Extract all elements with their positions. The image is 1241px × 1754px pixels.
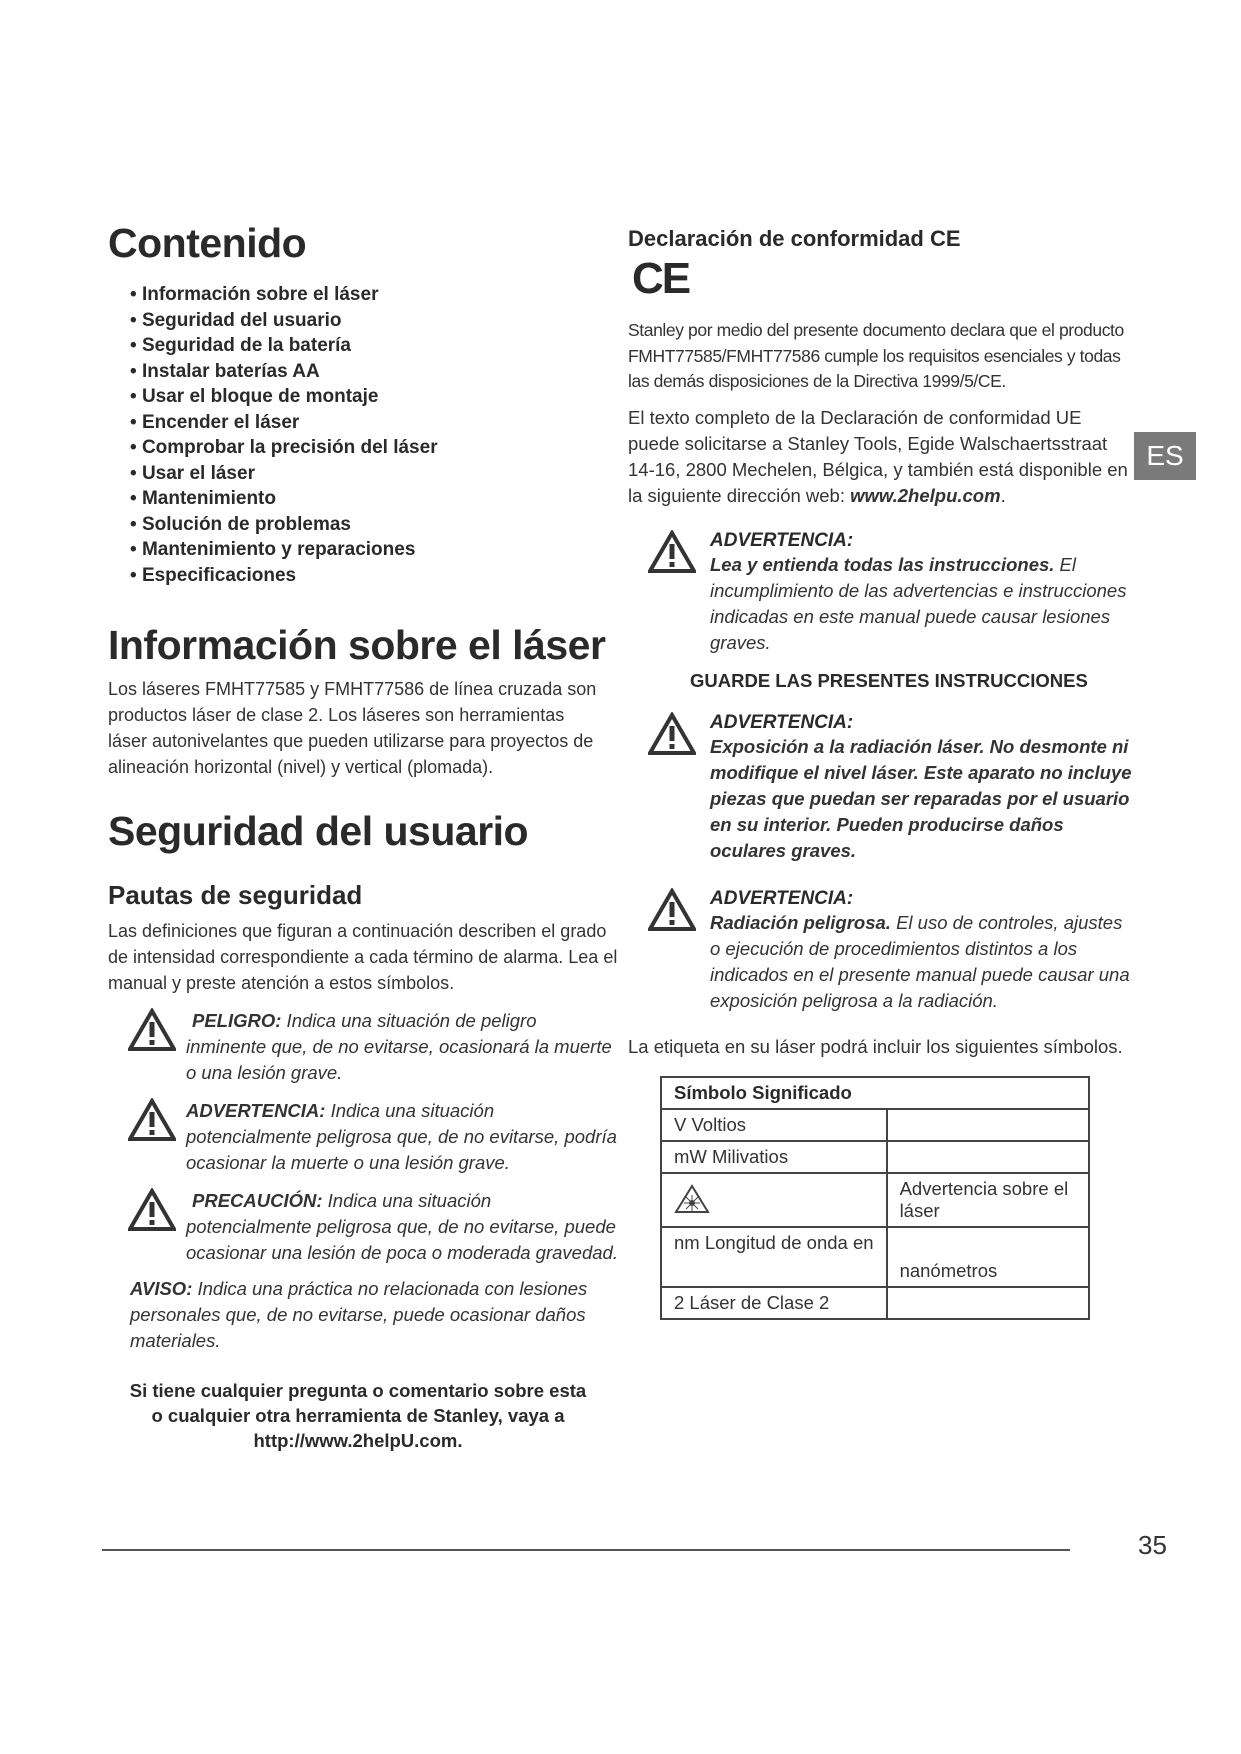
table-row — [661, 1109, 1089, 1141]
table-cell — [887, 1287, 1089, 1319]
warning-text: Exposición a la radiación láser. No desmonte ni modifique el nivel láser. Este aparato no incluye piezas que puedan ser reparadas por el usuario en su interior. Pueden producirse daños oculares graves. — [710, 736, 1132, 861]
warning-header: ADVERTENCIA: — [710, 712, 854, 733]
contents-item: • Encender el láser — [130, 410, 438, 436]
contact-note: Si tiene cualquier pregunta o comentario sobre esta o cualquier otra herramienta de Stanley, vaya a http://www.2helpU.com. — [118, 1378, 598, 1453]
contents-item: • Seguridad de la batería — [130, 333, 438, 359]
info-title: Información sobre el láser — [108, 622, 606, 668]
table-header-row — [661, 1077, 1089, 1109]
contact-url: http://www.2helpU.com. — [253, 1430, 463, 1451]
contents-item: • Comprobar la precisión del láser — [130, 435, 438, 461]
warning-block-2 — [648, 712, 1138, 864]
warning-triangle-icon — [128, 1008, 176, 1052]
contents-item: • Seguridad del usuario — [130, 308, 438, 334]
page-number: 35 — [1138, 1530, 1167, 1560]
contents-item: • Usar el láser — [130, 461, 438, 487]
symbol-table — [660, 1076, 1090, 1320]
contents-list — [130, 282, 438, 588]
guidelines-paragraph: Las definiciones que figuran a continuación describen el grado de intensidad correspondiente a cada término de alarma. Lea el manual y preste atención a estos símbolos. — [108, 921, 618, 993]
contents-item: • Solución de problemas — [130, 512, 438, 538]
warning-triangle-icon — [128, 1188, 176, 1232]
table-row — [661, 1141, 1089, 1173]
table-cell: 2 Láser de Clase 2 — [661, 1287, 887, 1319]
contents-item: • Instalar baterías AA — [130, 359, 438, 385]
table-row — [661, 1287, 1089, 1319]
safety-title: Seguridad del usuario — [108, 808, 529, 854]
warning-header: ADVERTENCIA: — [710, 530, 854, 551]
caution-block — [128, 1188, 618, 1266]
laser-warning-icon — [674, 1184, 710, 1214]
table-cell: nanómetros — [887, 1227, 1089, 1287]
warning-text: ADVERTENCIA: Indica una situación potencialmente peligrosa que, de no evitarse, podría ocasionar la muerte o una lesión grave. — [186, 1100, 617, 1173]
guidelines-title: Pautas de seguridad — [108, 880, 363, 910]
ce-url: www.2helpu.com — [850, 485, 1001, 506]
warning-text: Lea y entienda todas las instrucciones. El incumplimiento de las advertencias e instrucciones indicadas en este manual puede causar lesiones graves. — [710, 554, 1127, 653]
warning-block-3 — [648, 888, 1138, 1014]
language-tab: ES — [1134, 432, 1196, 480]
table-row — [661, 1173, 1089, 1227]
table-cell: Advertencia sobre el láser — [887, 1173, 1089, 1227]
warning-triangle-icon — [128, 1098, 176, 1142]
danger-text: PELIGRO: Indica una situación de peligro inminente que, de no evitarse, ocasionará la muerte o una lesión grave. — [186, 1010, 612, 1083]
table-cell: mW Milivatios — [661, 1141, 887, 1173]
contents-item: • Mantenimiento y reparaciones — [130, 537, 438, 563]
table-cell — [887, 1141, 1089, 1173]
warning-triangle-icon — [648, 888, 696, 932]
table-cell — [887, 1109, 1089, 1141]
caution-text: PRECAUCIÓN: Indica una situación potencialmente peligrosa que, de no evitarse, puede ocasionar una lesión de poca o moderada gravedad. — [186, 1190, 618, 1263]
table-cell — [661, 1173, 887, 1227]
warning-triangle-icon — [648, 530, 696, 574]
table-cell: V Voltios — [661, 1109, 887, 1141]
contents-item: • Especificaciones — [130, 563, 438, 589]
footer-rule — [102, 1549, 1070, 1551]
warning-header: ADVERTENCIA: — [710, 888, 854, 909]
notice-text: AVISO: Indica una práctica no relacionada con lesiones personales que, de no evitarse, puede ocasionar daños materiales. — [130, 1278, 588, 1351]
table-row — [661, 1227, 1089, 1287]
label-intro: La etiqueta en su láser podrá incluir los siguientes símbolos. — [628, 1036, 1123, 1057]
ce-paragraph-1: Stanley por medio del presente documento declara que el producto FMHT77585/FMHT77586 cumple los requisitos esenciales y todas las demás disposiciones de la Directiva 1999/5/CE. — [628, 320, 1124, 391]
table-cell: nm Longitud de onda en — [661, 1227, 887, 1287]
contents-title: Contenido — [108, 220, 307, 266]
warning-text: Radiación peligrosa. El uso de controles, ajustes o ejecución de procedimientos distintos a los indicados en el presente manual puede causar una exposición peligrosa a la radiación. — [710, 912, 1130, 1011]
contents-item: • Información sobre el láser — [130, 282, 438, 308]
save-instructions: GUARDE LAS PRESENTES INSTRUCCIONES — [690, 670, 1088, 691]
ce-title: Declaración de conformidad CE — [628, 226, 961, 251]
danger-block — [128, 1008, 618, 1086]
ce-mark-icon: CE — [632, 254, 690, 303]
warning-triangle-icon — [648, 712, 696, 756]
ce-paragraph-2: El texto completo de la Declaración de conformidad UE puede solicitarse a Stanley Tools, Egide Walschaertsstraat 14-16, 2800 Mechelen, Bélgica, y también está disponible en la siguiente dirección web: www.2helpu.com. — [628, 407, 1128, 506]
warning-block-1 — [648, 530, 1138, 656]
warning-block — [128, 1098, 618, 1176]
contents-item: • Mantenimiento — [130, 486, 438, 512]
info-paragraph: Los láseres FMHT77585 y FMHT77586 de línea cruzada son productos láser de clase 2. Los láseres son herramientas láser autonivelantes que pueden utilizarse para proyectos de alineación horizontal (nivel) y vertical (plomada). — [108, 679, 597, 777]
table-header: Símbolo Significado — [661, 1077, 1089, 1109]
contents-item: • Usar el bloque de montaje — [130, 384, 438, 410]
